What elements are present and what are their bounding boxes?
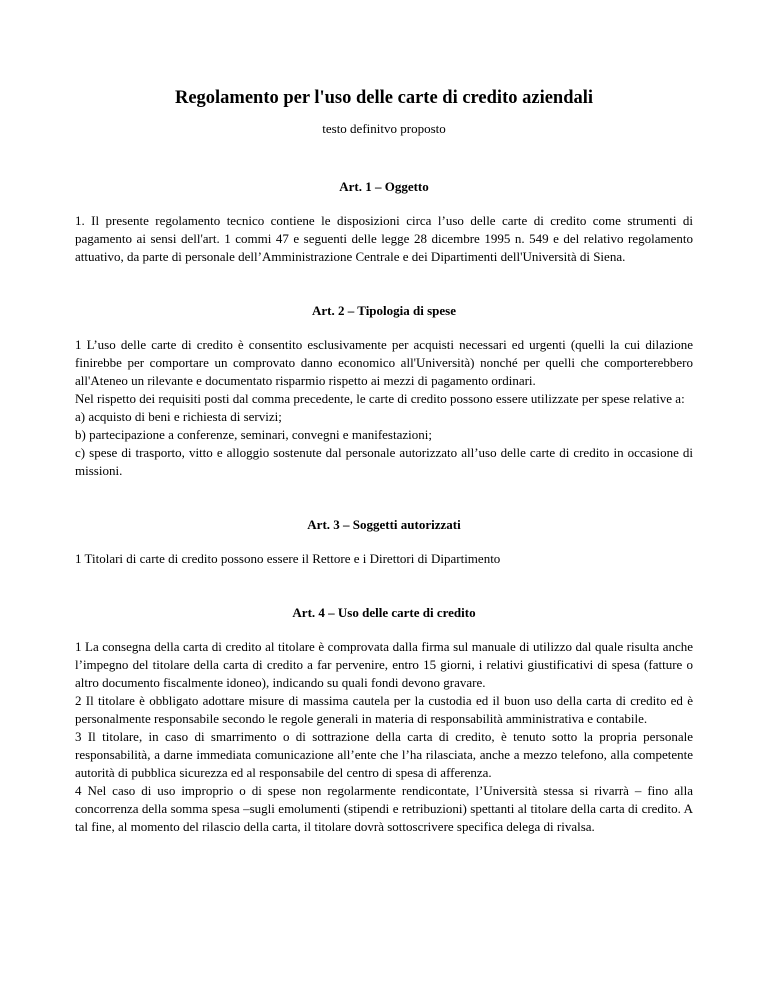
article-paragraph: 1 La consegna della carta di credito al titolare è comprovata dalla firma sul manuale di utilizzo dal quale risulta anche l’impegno del titolare della carta di credito a far pervenire, entro 15 giorni, i relativi giustificativi di spesa (fatture o altro documento fiscalmente idoneo), indicando su quali fondi devono gravare. [75,639,693,690]
article-4 [75,604,693,836]
list-item: a) acquisto di beni e richiesta di servizi; [75,409,282,424]
article-paragraph: 4 Nel caso di uso improprio o di spese non regolarmente rendicontate, l’Università stessa si rivarrà – fino alla concorrenza della somma spesa –sugli emolumenti (stipendi e retribuzioni) spettanti al titolare della carta di credito. A tal fine, al momento del rilascio della carta, il titolare dovrà sottoscrivere specifica delega di rivalsa. [75,783,693,834]
article-paragraph: Nel rispetto dei requisiti posti dal comma precedente, le carte di credito possono essere utilizzate per spese relative a: [75,391,685,406]
article-3 [75,516,693,568]
article-heading: Art. 2 – Tipologia di spese [312,303,456,318]
article-heading: Art. 3 – Soggetti autorizzati [307,517,461,532]
article-body [75,638,693,836]
article-paragraph: 2 Il titolare è obbligato adottare misure di massima cautela per la custodia ed il buon uso della carta di credito ed è personalmente responsabile secondo le regole generali in materia di responsabilità amministrativa e contabile. [75,693,693,726]
article-body [75,336,693,480]
article-body [75,212,693,266]
document-title: Regolamento per l'uso delle carte di credito aziendali [174,88,594,108]
article-heading: Art. 1 – Oggetto [339,179,429,194]
document-subtitle: testo definitvo proposto [322,121,446,136]
article-2 [75,302,693,480]
article-heading: Art. 4 – Uso delle carte di credito [292,605,476,620]
article-paragraph: 1 Titolari di carte di credito possono essere il Rettore e i Direttori di Dipartimento [75,551,501,566]
article-paragraph: 1 L’uso delle carte di credito è consentito esclusivamente per acquisti necessari ed urgenti (quelli la cui dilazione finirebbe per comportare un comprovato danno economico all'Università) nonché per quelli che comporterebbero all'Ateneo un rilevante e documentato risparmio rispetto ai mezzi di pagamento ordinari. [75,337,693,388]
article-paragraph: 3 Il titolare, in caso di smarrimento o di sottrazione della carta di credito, è tenuto sotto la propria personale responsabilità, a darne immediata comunicazione all’ente che l’ha rilasciata, anche a mezzo telefono, alla competente autorità di pubblica sicurezza ed al responsabile del centro di spesa di afferenza. [75,729,693,780]
list-item: b) partecipazione a conferenze, seminari, convegni e manifestazioni; [75,427,432,442]
article-paragraph: 1. Il presente regolamento tecnico contiene le disposizioni circa l’uso delle carte di credito come strumenti di pagamento ai sensi dell'art. 1 commi 47 e seguenti delle legge 28 dicembre 1995 n. 549 e del relativo regolamento attuativo, da parte di personale dell’Amministrazione Centrale e dei Dipartimenti dell'Università di Siena. [75,213,693,264]
article-body [75,550,693,568]
list-item: c) spese di trasporto, vitto e alloggio sostenute dal personale autorizzato all’uso delle carte di credito in occasione di missioni. [75,445,693,478]
article-1 [75,178,693,266]
